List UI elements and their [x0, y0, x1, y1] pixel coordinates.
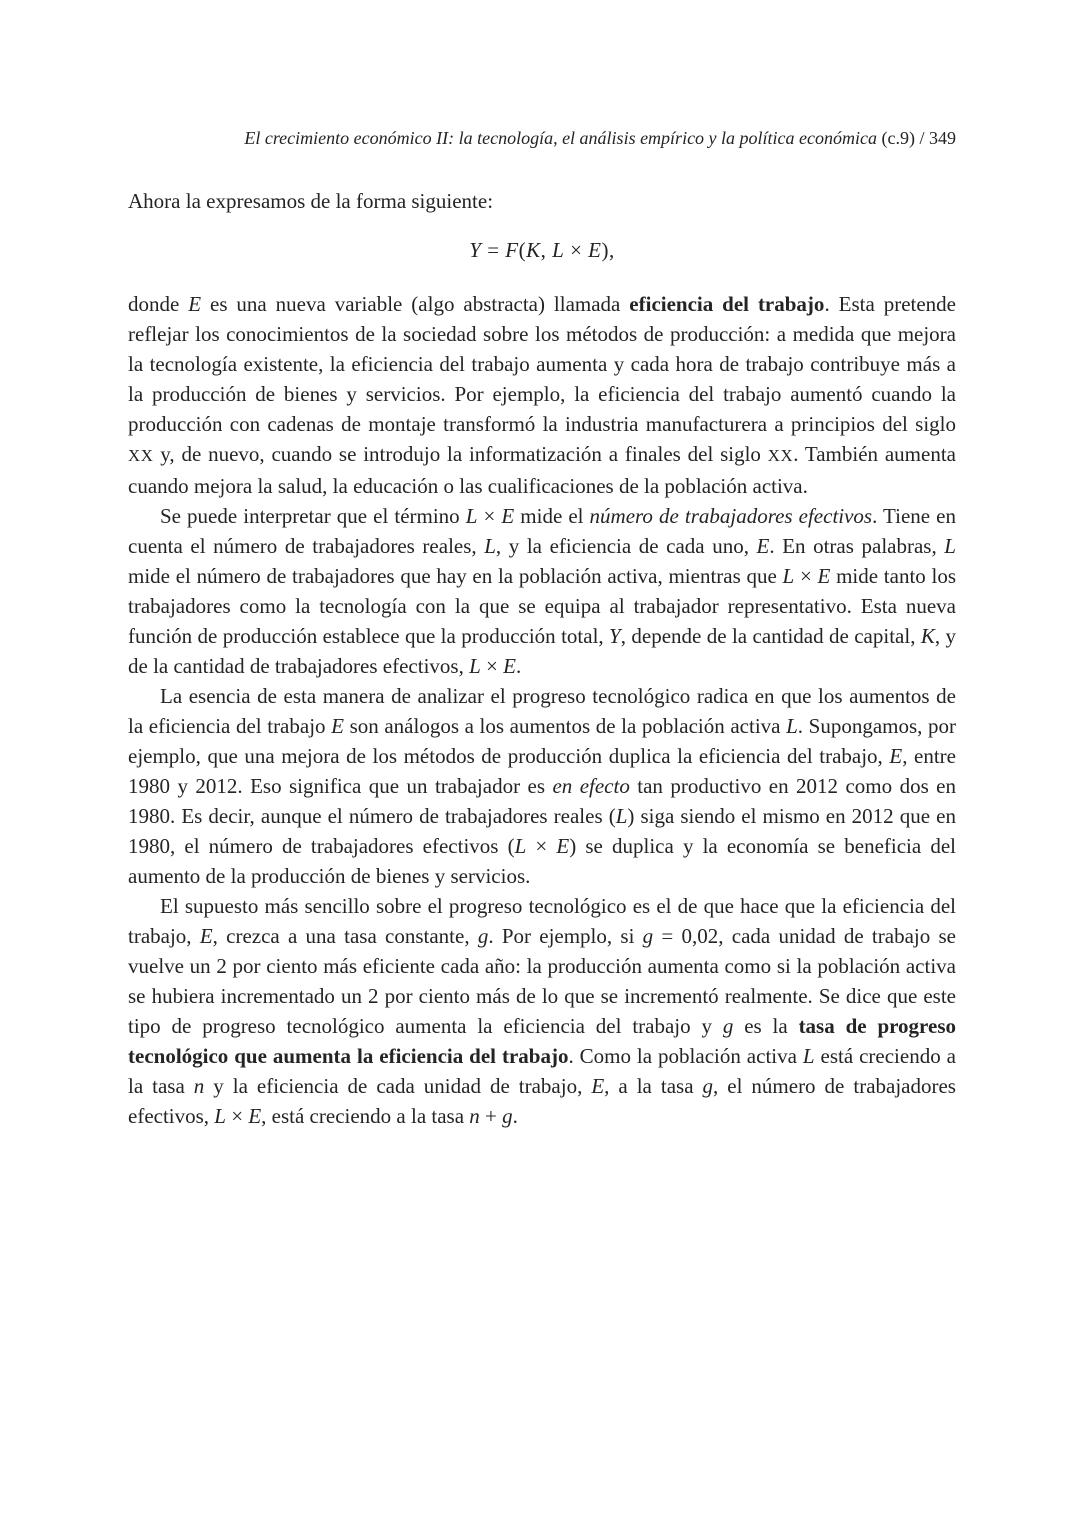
text-segment: E	[588, 238, 602, 262]
text-segment: eficiencia del trabajo	[629, 292, 825, 316]
text-segment: E	[756, 534, 770, 558]
text-segment: E	[503, 654, 516, 678]
text-segment: . Como la población activa	[568, 1044, 803, 1068]
text-segment: (c.9) / 349	[877, 128, 956, 148]
text-segment: ×	[477, 504, 502, 528]
text-segment: , está creciendo a la tasa	[261, 1104, 470, 1128]
text-segment: n	[193, 1074, 205, 1098]
paragraph	[128, 891, 956, 1131]
text-segment: L	[782, 564, 795, 588]
text-segment: XX	[128, 446, 154, 465]
text-segment: K	[526, 238, 541, 262]
text-segment: , y la eficiencia de cada uno,	[495, 534, 757, 558]
text-segment: mide el	[514, 504, 590, 528]
text-segment: ),	[601, 238, 615, 262]
text-segment: mide el número de trabajadores que hay en la población activa, mientras que	[128, 564, 783, 588]
text-segment: , el número de trabajadores efectivos,	[128, 1074, 956, 1128]
page-body	[128, 186, 956, 1131]
text-segment: ) se duplica y la economía se beneficia del aumento de la producción de bienes y servicios.	[128, 834, 956, 888]
text-segment: XX	[767, 446, 794, 465]
text-segment: g	[477, 924, 489, 948]
text-segment: en efecto	[552, 774, 630, 798]
running-head	[128, 126, 956, 150]
text-segment: . También aumenta cuando mejora la salud, la educación o las cualificaciones de la población activa.	[128, 442, 956, 498]
text-segment: L	[552, 238, 565, 262]
text-segment: (	[518, 238, 527, 262]
text-segment: E	[248, 1104, 262, 1128]
text-segment: E	[556, 834, 570, 858]
text-segment: = 0,02, cada unidad de trabajo se vuelve un 2 por ciento más eficiente cada año: la producción aumenta como si la población activa se hubiera incrementado un 2 por ciento más de lo que se incrementó realmente. Se dice que este tipo de progreso tecnológico aumenta la eficiencia del trabajo y	[128, 924, 956, 1038]
text-segment: K	[920, 624, 935, 648]
text-segment: .	[512, 1104, 518, 1128]
text-segment: Y	[469, 238, 482, 262]
text-segment: g	[702, 1074, 714, 1098]
text-segment: . En otras palabras,	[769, 534, 945, 558]
equation	[128, 235, 956, 265]
text-segment: El supuesto más sencillo sobre el progreso tecnológico es el de que hace que la eficiencia del trabajo,	[128, 894, 956, 948]
text-segment: El crecimiento económico II: la tecnología, el análisis empírico y la política económica	[244, 128, 878, 148]
text-segment: tan productivo en 2012 como dos en 1980. Es decir, aunque el número de trabajadores reales (	[128, 774, 956, 828]
text-segment: . Supongamos, por ejemplo, que una mejora de los métodos de producción duplica la eficiencia del trabajo,	[128, 714, 956, 768]
text-segment: .	[515, 654, 522, 678]
text-segment: y, de nuevo, cuando se introdujo la informatización a finales del siglo	[153, 442, 768, 466]
text-segment: L	[469, 654, 481, 678]
text-segment: ×	[225, 1104, 249, 1128]
text-segment: ) siga siendo el mismo en 2012 que en 1980, el número de trabajadores efectivos (	[128, 804, 956, 858]
text-segment: es una nueva variable (algo abstracta) llamada	[201, 292, 630, 316]
text-segment: ,	[540, 238, 553, 262]
text-segment: ×	[794, 564, 818, 588]
text-segment: n	[469, 1104, 480, 1128]
text-segment: , y de la cantidad de trabajadores efectivos,	[128, 624, 957, 678]
text-segment: , crezca a una tasa constante,	[212, 924, 478, 948]
text-segment: mide tanto los trabajadores como la tecnología con la que se equipa al trabajador representativo. Esta nueva función de producción establece que la producción total,	[128, 564, 957, 648]
text-segment: . Esta pretende reflejar los conocimientos de la sociedad sobre los métodos de producción: a medida que mejora la tecnología existente, la eficiencia del trabajo aumenta y cada hora de trabajo contribuye más a la producción de bienes y servicios. Por ejemplo, la eficiencia del trabajo aumentó cuando la producción con cadenas de montaje transformó la industria manufacturera a principios del siglo	[128, 292, 956, 436]
text-segment: E	[817, 564, 831, 588]
text-segment: , a la tasa	[604, 1074, 703, 1098]
text-segment: ×	[564, 238, 589, 262]
text-segment: L	[465, 504, 478, 528]
paragraphs-container	[128, 289, 956, 1131]
text-segment: Se puede interpretar que el término	[160, 504, 466, 528]
paragraph	[128, 681, 956, 891]
text-segment: F	[505, 238, 519, 262]
intro-paragraph: Ahora la expresamos de la forma siguiente:	[128, 189, 494, 213]
text-segment: . Por ejemplo, si	[488, 924, 643, 948]
text-segment: g	[502, 1104, 513, 1128]
text-segment: L	[802, 1044, 815, 1068]
text-segment: L	[786, 714, 798, 738]
paragraph	[128, 289, 956, 501]
text-segment: número de trabajadores efectivos	[589, 504, 873, 528]
text-segment: son análogos a los aumentos de la población activa	[343, 714, 787, 738]
text-segment: E	[501, 504, 515, 528]
text-segment: E	[331, 714, 344, 738]
text-segment: L	[484, 534, 496, 558]
text-segment: , depende de la cantidad de capital,	[620, 624, 921, 648]
text-segment: L	[214, 1104, 226, 1128]
text-segment: g	[642, 924, 654, 948]
text-segment: E	[199, 924, 213, 948]
text-segment: es la	[733, 1014, 799, 1038]
text-segment: E	[188, 292, 202, 316]
text-segment: L	[615, 804, 628, 828]
text-segment: y la eficiencia de cada unidad de trabajo,	[204, 1074, 592, 1098]
text-segment: . Tiene en cuenta el número de trabajadores reales,	[128, 504, 956, 558]
paragraph	[128, 501, 956, 681]
text-segment: Y	[609, 624, 621, 648]
text-segment: está creciendo a la tasa	[128, 1044, 956, 1098]
text-segment: , entre 1980 y 2012. Eso significa que un trabajador es	[128, 744, 956, 798]
text-segment: g	[722, 1014, 734, 1038]
text-segment: tasa de progreso tecnológico que aumenta la eficiencia del trabajo	[128, 1014, 956, 1068]
text-segment: L	[514, 834, 527, 858]
text-segment: +	[479, 1104, 503, 1128]
text-segment: =	[481, 238, 506, 262]
text-segment: E	[889, 744, 903, 768]
text-segment: E	[591, 1074, 605, 1098]
text-segment: La esencia de esta manera de analizar el progreso tecnológico radica en que los aumentos de la eficiencia del trabajo	[128, 684, 956, 738]
text-segment: ×	[526, 834, 557, 858]
text-segment: L	[944, 534, 956, 558]
text-segment: ×	[480, 654, 504, 678]
text-segment: donde	[128, 292, 189, 316]
